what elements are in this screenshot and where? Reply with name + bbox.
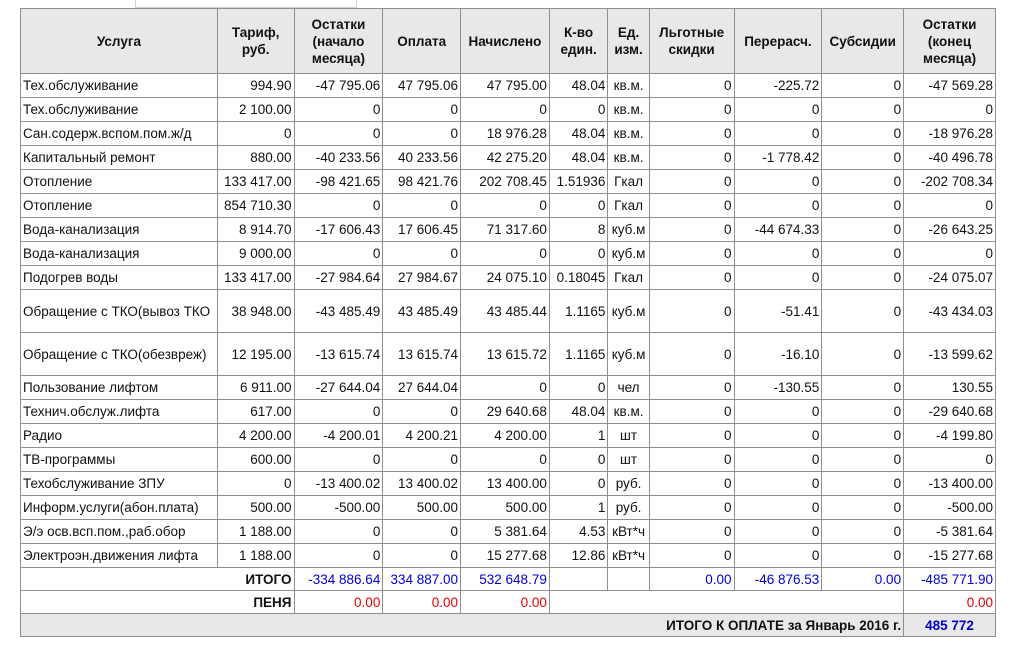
cell-unit: кв.м. (608, 122, 649, 146)
cell-recalc: -51.41 (734, 290, 822, 333)
cell-subsidies: 0 (822, 496, 904, 520)
cell-recalc: 0 (734, 266, 822, 290)
col-charged: Начислено (461, 9, 550, 74)
cell-subsidies: 0 (822, 122, 904, 146)
cell-tariff: 38 948.00 (217, 290, 294, 333)
cell-subsidies: 0 (822, 544, 904, 568)
cell-tariff: 8 914.70 (217, 218, 294, 242)
cell-discounts: 0 (649, 472, 734, 496)
cell-balance-start: -40 233.56 (294, 146, 383, 170)
cell-tariff: 1 188.00 (217, 544, 294, 568)
cell-balance-start: 0 (294, 122, 383, 146)
cell-qty: 1 (549, 424, 608, 448)
cell-payment: 13 615.74 (383, 333, 461, 376)
cell-subsidies: 0 (822, 376, 904, 400)
cell-qty: 12.86 (549, 544, 608, 568)
penalty-balance-start: 0.00 (294, 591, 383, 614)
cell-subsidies: 0 (822, 242, 904, 266)
table-row (21, 333, 996, 376)
cell-balance-start: -43 485.49 (294, 290, 383, 333)
cell-balance-end: -4 199.80 (904, 424, 996, 448)
cell-charged: 47 795.00 (461, 74, 550, 98)
grand-total-row (21, 614, 996, 637)
cell-payment: 0 (383, 194, 461, 218)
cell-unit: кв.м. (608, 74, 649, 98)
cell-balance-start: -47 795.06 (294, 74, 383, 98)
cell-recalc: 0 (734, 194, 822, 218)
cell-tariff: 133 417.00 (217, 170, 294, 194)
cell-unit: Гкал (608, 266, 649, 290)
table-row (21, 448, 996, 472)
cell-unit: руб. (608, 496, 649, 520)
cell-discounts: 0 (649, 194, 734, 218)
cell-subsidies: 0 (822, 424, 904, 448)
cell-unit: куб.м (608, 242, 649, 266)
cell-service: Пользование лифтом (21, 376, 218, 400)
cell-subsidies: 0 (822, 74, 904, 98)
cell-balance-start: -13 615.74 (294, 333, 383, 376)
cell-service: ТВ-программы (21, 448, 218, 472)
cell-subsidies: 0 (822, 290, 904, 333)
cell-balance-start: 0 (294, 520, 383, 544)
cell-unit: шт (608, 424, 649, 448)
cell-unit: шт (608, 448, 649, 472)
cell-service: Радио (21, 424, 218, 448)
top-input-stub (135, 0, 357, 8)
cell-subsidies: 0 (822, 98, 904, 122)
cell-payment: 27 644.04 (383, 376, 461, 400)
cell-tariff: 4 200.00 (217, 424, 294, 448)
cell-charged: 0 (461, 448, 550, 472)
cell-balance-end: -24 075.07 (904, 266, 996, 290)
cell-balance-start: -27 644.04 (294, 376, 383, 400)
cell-balance-end: -202 708.34 (904, 170, 996, 194)
cell-unit: руб. (608, 472, 649, 496)
cell-balance-start: 0 (294, 400, 383, 424)
cell-balance-end: -29 640.68 (904, 400, 996, 424)
cell-balance-end: -47 569.28 (904, 74, 996, 98)
cell-tariff: 0 (217, 122, 294, 146)
cell-discounts: 0 (649, 544, 734, 568)
cell-qty: 0 (549, 448, 608, 472)
cell-recalc: 0 (734, 472, 822, 496)
totals-balance-end: -485 771.90 (904, 568, 996, 591)
cell-tariff: 994.90 (217, 74, 294, 98)
cell-tariff: 1 188.00 (217, 520, 294, 544)
cell-charged: 0 (461, 98, 550, 122)
cell-discounts: 0 (649, 122, 734, 146)
cell-balance-end: -26 643.25 (904, 218, 996, 242)
cell-subsidies: 0 (822, 333, 904, 376)
cell-balance-end: 0 (904, 448, 996, 472)
cell-unit: Гкал (608, 194, 649, 218)
cell-charged: 18 976.28 (461, 122, 550, 146)
cell-payment: 17 606.45 (383, 218, 461, 242)
cell-service: Техобслуживание ЗПУ (21, 472, 218, 496)
cell-recalc: 0 (734, 122, 822, 146)
cell-recalc: -225.72 (734, 74, 822, 98)
cell-discounts: 0 (649, 146, 734, 170)
cell-recalc: -1 778.42 (734, 146, 822, 170)
cell-balance-end: 0 (904, 194, 996, 218)
table-row (21, 266, 996, 290)
cell-payment: 98 421.76 (383, 170, 461, 194)
cell-tariff: 854 710.30 (217, 194, 294, 218)
table-row (21, 400, 996, 424)
cell-tariff: 2 100.00 (217, 98, 294, 122)
cell-discounts: 0 (649, 496, 734, 520)
grand-total-amount: 485 772 (925, 617, 974, 633)
cell-discounts: 0 (649, 74, 734, 98)
totals-row (21, 568, 996, 591)
col-subsidies: Субсидии (822, 9, 904, 74)
table-footer (21, 568, 996, 637)
cell-payment: 0 (383, 122, 461, 146)
cell-service: Вода-канализация (21, 242, 218, 266)
cell-discounts: 0 (649, 520, 734, 544)
cell-discounts: 0 (649, 218, 734, 242)
cell-payment: 0 (383, 448, 461, 472)
cell-discounts: 0 (649, 424, 734, 448)
cell-payment: 0 (383, 544, 461, 568)
table-row (21, 218, 996, 242)
col-balance-start: Остатки (начало месяца) (294, 9, 383, 74)
cell-charged: 0 (461, 376, 550, 400)
cell-qty: 0 (549, 194, 608, 218)
cell-tariff: 600.00 (217, 448, 294, 472)
cell-charged: 0 (461, 242, 550, 266)
table-body (21, 74, 996, 568)
cell-recalc: -130.55 (734, 376, 822, 400)
cell-subsidies: 0 (822, 146, 904, 170)
utility-bill-table (20, 8, 996, 637)
cell-payment: 0 (383, 520, 461, 544)
cell-discounts: 0 (649, 266, 734, 290)
cell-qty: 0 (549, 242, 608, 266)
cell-balance-end: -18 976.28 (904, 122, 996, 146)
table-row (21, 122, 996, 146)
cell-qty: 1 (549, 496, 608, 520)
cell-unit: кВт*ч (608, 544, 649, 568)
cell-charged: 13 400.00 (461, 472, 550, 496)
cell-balance-start: 0 (294, 242, 383, 266)
cell-balance-end: 0 (904, 242, 996, 266)
table-row (21, 170, 996, 194)
totals-label: ИТОГО (21, 568, 295, 591)
cell-balance-start: -4 200.01 (294, 424, 383, 448)
cell-balance-start: 0 (294, 544, 383, 568)
cell-subsidies: 0 (822, 194, 904, 218)
penalty-payment: 0.00 (383, 591, 461, 614)
cell-balance-start: -27 984.64 (294, 266, 383, 290)
cell-charged: 24 075.10 (461, 266, 550, 290)
cell-balance-end: -15 277.68 (904, 544, 996, 568)
table-row (21, 376, 996, 400)
cell-qty: 1.51936 (549, 170, 608, 194)
cell-charged: 500.00 (461, 496, 550, 520)
cell-subsidies: 0 (822, 400, 904, 424)
cell-qty: 0 (549, 472, 608, 496)
table-row (21, 472, 996, 496)
cell-payment: 0 (383, 400, 461, 424)
cell-service: Э/э осв.всп.пом.,раб.обор (21, 520, 218, 544)
table-row (21, 424, 996, 448)
cell-charged: 202 708.45 (461, 170, 550, 194)
cell-balance-end: 130.55 (904, 376, 996, 400)
cell-unit: кв.м. (608, 146, 649, 170)
cell-recalc: 0 (734, 400, 822, 424)
cell-payment: 47 795.06 (383, 74, 461, 98)
cell-charged: 29 640.68 (461, 400, 550, 424)
table-row (21, 98, 996, 122)
penalty-row (21, 591, 996, 614)
cell-unit: кв.м. (608, 98, 649, 122)
cell-balance-end: -500.00 (904, 496, 996, 520)
table-row (21, 290, 996, 333)
totals-discounts: 0.00 (649, 568, 734, 591)
cell-qty: 1.1165 (549, 290, 608, 333)
cell-payment: 0 (383, 98, 461, 122)
cell-service: Вода-канализация (21, 218, 218, 242)
col-discounts: Льготные скидки (649, 9, 734, 74)
cell-payment: 0 (383, 242, 461, 266)
cell-tariff: 880.00 (217, 146, 294, 170)
cell-service: Отопление (21, 194, 218, 218)
cell-subsidies: 0 (822, 520, 904, 544)
cell-qty: 8 (549, 218, 608, 242)
cell-balance-start: -98 421.65 (294, 170, 383, 194)
cell-service: Обращение с ТКО(вывоз ТКО (21, 290, 218, 333)
grand-total-label: ИТОГО К ОПЛАТЕ за Январь 2016 г. (21, 614, 904, 637)
cell-qty: 48.04 (549, 146, 608, 170)
cell-tariff: 12 195.00 (217, 333, 294, 376)
cell-qty: 1.1165 (549, 333, 608, 376)
cell-unit: Гкал (608, 170, 649, 194)
cell-balance-start: -17 606.43 (294, 218, 383, 242)
cell-service: Сан.содерж.вспом.пом.ж/д (21, 122, 218, 146)
cell-subsidies: 0 (822, 448, 904, 472)
col-qty: К-во един. (549, 9, 608, 74)
cell-tariff: 9 000.00 (217, 242, 294, 266)
cell-service: Электроэн.движения лифта (21, 544, 218, 568)
cell-tariff: 6 911.00 (217, 376, 294, 400)
cell-tariff: 0 (217, 472, 294, 496)
cell-charged: 5 381.64 (461, 520, 550, 544)
cell-balance-end: -5 381.64 (904, 520, 996, 544)
cell-charged: 42 275.20 (461, 146, 550, 170)
cell-qty: 48.04 (549, 122, 608, 146)
cell-unit: кв.м. (608, 400, 649, 424)
cell-payment: 500.00 (383, 496, 461, 520)
table-header (21, 9, 996, 74)
totals-charged: 532 648.79 (461, 568, 550, 591)
col-unit: Ед. изм. (608, 9, 649, 74)
col-recalc: Перерасч. (734, 9, 822, 74)
cell-balance-start: -13 400.02 (294, 472, 383, 496)
table-row (21, 520, 996, 544)
cell-discounts: 0 (649, 242, 734, 266)
cell-qty: 48.04 (549, 74, 608, 98)
cell-balance-end: -40 496.78 (904, 146, 996, 170)
cell-discounts: 0 (649, 376, 734, 400)
table-row (21, 146, 996, 170)
cell-charged: 71 317.60 (461, 218, 550, 242)
cell-discounts: 0 (649, 448, 734, 472)
cell-discounts: 0 (649, 400, 734, 424)
cell-unit: кВт*ч (608, 520, 649, 544)
cell-recalc: 0 (734, 544, 822, 568)
table-row (21, 194, 996, 218)
cell-balance-start: 0 (294, 194, 383, 218)
cell-qty: 0 (549, 98, 608, 122)
cell-recalc: 0 (734, 424, 822, 448)
cell-tariff: 133 417.00 (217, 266, 294, 290)
table-row (21, 544, 996, 568)
cell-subsidies: 0 (822, 472, 904, 496)
cell-balance-end: -43 434.03 (904, 290, 996, 333)
cell-service: Обращение с ТКО(обезвреж) (21, 333, 218, 376)
cell-recalc: 0 (734, 520, 822, 544)
cell-payment: 27 984.67 (383, 266, 461, 290)
cell-subsidies: 0 (822, 170, 904, 194)
cell-discounts: 0 (649, 170, 734, 194)
cell-balance-start: -500.00 (294, 496, 383, 520)
cell-qty: 4.53 (549, 520, 608, 544)
cell-recalc: -16.10 (734, 333, 822, 376)
cell-subsidies: 0 (822, 218, 904, 242)
cell-service: Информ.услуги(абон.плата) (21, 496, 218, 520)
cell-recalc: 0 (734, 98, 822, 122)
cell-service: Тех.обслуживание (21, 98, 218, 122)
cell-recalc: 0 (734, 170, 822, 194)
cell-service: Технич.обслуж.лифта (21, 400, 218, 424)
cell-recalc: 0 (734, 448, 822, 472)
cell-qty: 0 (549, 376, 608, 400)
cell-unit: куб.м (608, 290, 649, 333)
cell-balance-start: 0 (294, 448, 383, 472)
col-service: Услуга (21, 9, 218, 74)
cell-service: Капитальный ремонт (21, 146, 218, 170)
table-row (21, 242, 996, 266)
cell-discounts: 0 (649, 98, 734, 122)
cell-balance-end: -13 599.62 (904, 333, 996, 376)
cell-recalc: 0 (734, 496, 822, 520)
table-row (21, 74, 996, 98)
penalty-charged: 0.00 (461, 591, 550, 614)
totals-recalc: -46 876.53 (734, 568, 822, 591)
cell-balance-end: -13 400.00 (904, 472, 996, 496)
cell-balance-start: 0 (294, 98, 383, 122)
cell-service: Тех.обслуживание (21, 74, 218, 98)
cell-service: Подогрев воды (21, 266, 218, 290)
col-payment: Оплата (383, 9, 461, 74)
cell-payment: 40 233.56 (383, 146, 461, 170)
cell-balance-end: 0 (904, 98, 996, 122)
penalty-balance-end: 0.00 (904, 591, 996, 614)
cell-unit: куб.м (608, 333, 649, 376)
cell-discounts: 0 (649, 290, 734, 333)
cell-discounts: 0 (649, 333, 734, 376)
cell-charged: 43 485.44 (461, 290, 550, 333)
cell-charged: 0 (461, 194, 550, 218)
cell-tariff: 500.00 (217, 496, 294, 520)
cell-qty: 48.04 (549, 400, 608, 424)
cell-charged: 15 277.68 (461, 544, 550, 568)
cell-unit: куб.м (608, 218, 649, 242)
cell-payment: 13 400.02 (383, 472, 461, 496)
cell-charged: 13 615.72 (461, 333, 550, 376)
cell-service: Отопление (21, 170, 218, 194)
totals-payment: 334 887.00 (383, 568, 461, 591)
table-row (21, 496, 996, 520)
cell-payment: 4 200.21 (383, 424, 461, 448)
penalty-label: ПЕНЯ (21, 591, 295, 614)
col-balance-end: Остатки (конец месяца) (904, 9, 996, 74)
cell-payment: 43 485.49 (383, 290, 461, 333)
totals-subsidies: 0.00 (822, 568, 904, 591)
cell-qty: 0.18045 (549, 266, 608, 290)
totals-balance-start: -334 886.64 (294, 568, 383, 591)
col-tariff: Тариф, руб. (217, 9, 294, 74)
cell-subsidies: 0 (822, 266, 904, 290)
cell-charged: 4 200.00 (461, 424, 550, 448)
cell-recalc: -44 674.33 (734, 218, 822, 242)
cell-recalc: 0 (734, 242, 822, 266)
cell-unit: чел (608, 376, 649, 400)
cell-tariff: 617.00 (217, 400, 294, 424)
